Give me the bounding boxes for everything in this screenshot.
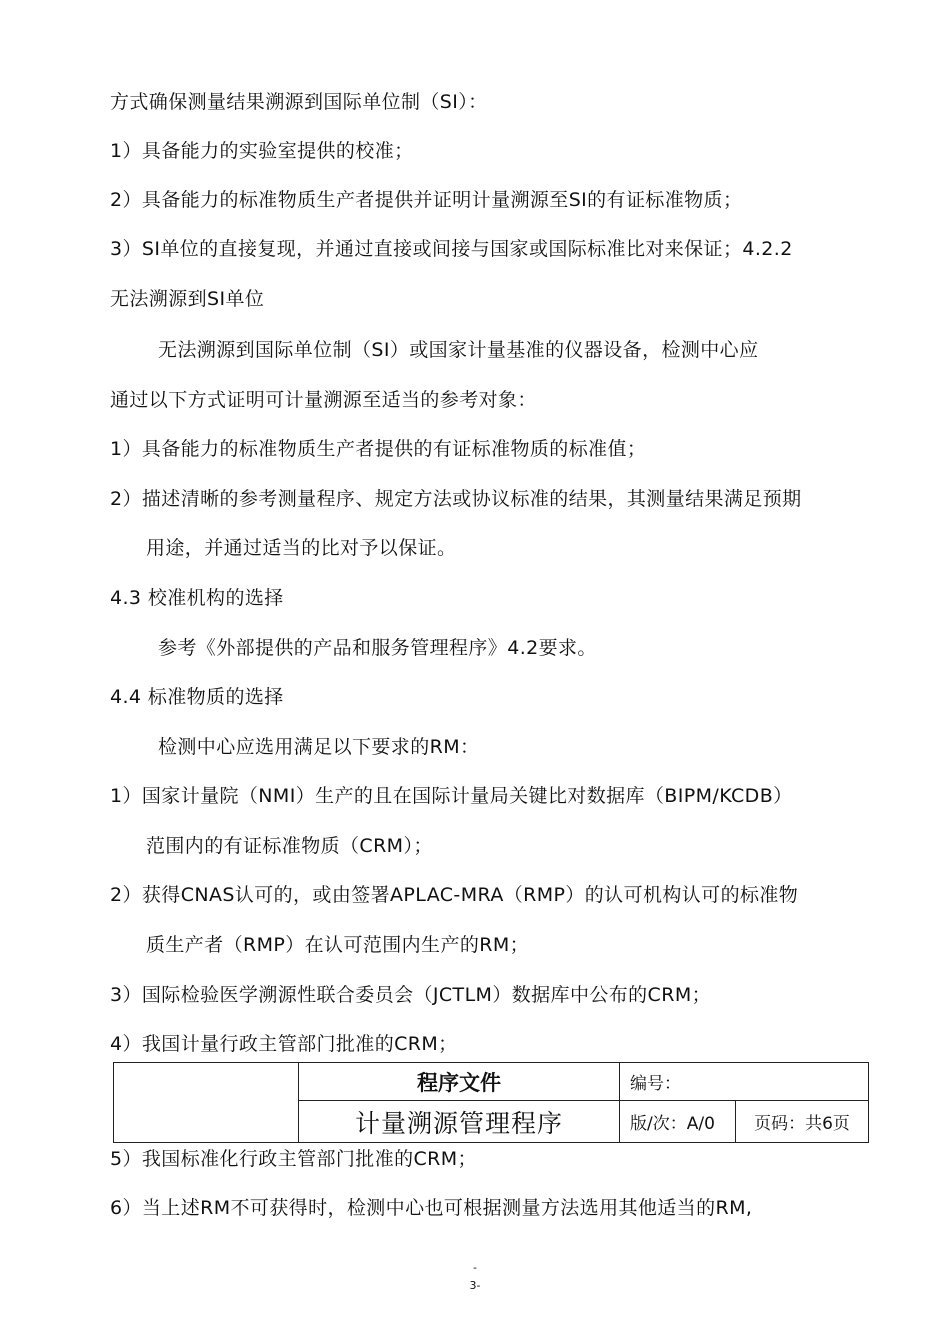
paragraph-line: 无法溯源到国际单位制（SI）或国家计量基准的仪器设备，检测中心应 <box>158 339 759 361</box>
list-item: 3）国际检验医学溯源性联合委员会（JCTLM）数据库中公布的CRM； <box>110 984 712 1006</box>
page-number: 3- <box>469 1279 481 1292</box>
document-header-table <box>113 1062 869 1143</box>
list-item: 1）国家计量院（NMI）生产的且在国际计量局关键比对数据库（BIPM/KCDB） <box>110 785 793 807</box>
list-item: 3）SI单位的直接复现，并通过直接或间接与国家或国际标准比对来保证；4.2.2 <box>110 238 793 260</box>
list-item-continuation: 质生产者（RMP）在认可范围内生产的RM； <box>146 934 530 956</box>
section-heading: 4.3 校准机构的选择 <box>110 587 284 609</box>
section-heading: 无法溯源到SI单位 <box>110 288 265 310</box>
list-item-continuation: 范围内的有证标准物质（CRM）； <box>146 835 433 857</box>
text-line: 方式确保测量结果溯源到国际单位制（SI）： <box>110 91 488 113</box>
section-heading: 4.4 标准物质的选择 <box>110 686 284 708</box>
paragraph-line: 参考《外部提供的产品和服务管理程序》4.2要求。 <box>158 637 597 659</box>
list-item: 4）我国计量行政主管部门批准的CRM； <box>110 1033 458 1055</box>
list-item: 1）具备能力的标准物质生产者提供的有证标准物质的标准值； <box>110 438 647 460</box>
doc-page-count: 页码：共6页 <box>736 1101 869 1143</box>
footer-dash: - <box>473 1261 477 1274</box>
doc-number-label: 编号： <box>620 1063 869 1101</box>
paragraph-line: 通过以下方式证明可计量溯源至适当的参考对象： <box>110 389 537 411</box>
list-item: 2）描述清晰的参考测量程序、规定方法或协议标准的结果，其测量结果满足预期 <box>110 488 802 510</box>
list-item-continuation: 用途，并通过适当的比对予以保证。 <box>146 537 457 559</box>
list-item: 5）我国标准化行政主管部门批准的CRM； <box>110 1148 477 1170</box>
doc-title: 计量溯源管理程序 <box>299 1101 620 1143</box>
list-item: 1）具备能力的实验室提供的校准； <box>110 140 414 162</box>
list-item: 2）获得CNAS认可的，或由签署APLAC-MRA（RMP）的认可机构认可的标准物 <box>110 884 799 906</box>
logo-cell <box>114 1063 299 1143</box>
doc-type: 程序文件 <box>299 1063 620 1101</box>
doc-version: 版/次：A/0 <box>620 1101 736 1143</box>
list-item: 2）具备能力的标准物质生产者提供并证明计量溯源至SI的有证标准物质； <box>110 189 743 211</box>
list-item: 6）当上述RM不可获得时，检测中心也可根据测量方法选用其他适当的RM, <box>110 1197 753 1219</box>
paragraph-line: 检测中心应选用满足以下要求的RM： <box>158 736 480 758</box>
